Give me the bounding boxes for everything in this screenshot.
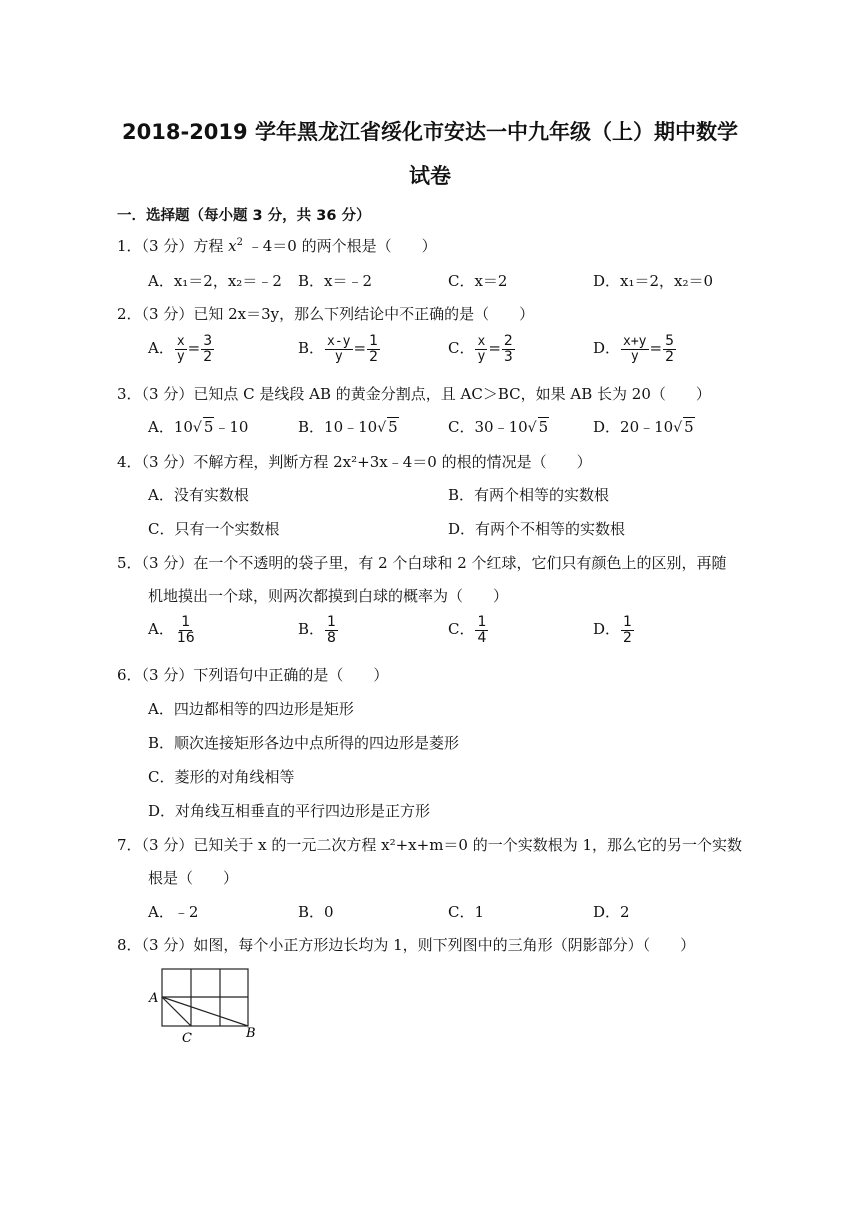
question-1-option-b: B．x＝﹣2 — [298, 272, 373, 290]
question-1-stem: 1．（3 分）方程 $x^2$ ﹣4＝0 的两个根是（ ） — [117, 237, 437, 255]
question-4-option-d: D．有两个不相等的实数根 — [448, 520, 626, 538]
grid-triangle-figure — [148, 964, 268, 1048]
question-7-stem-line1: 7．（3 分）已知关于 x 的一元二次方程 x²+x+m＝0 的一个实数根为 1，那么它的另一个实数 — [117, 836, 743, 854]
question-7-option-c: C．1 — [448, 903, 485, 921]
question-4-option-a: A．没有实数根 — [148, 486, 249, 504]
question-2-option-c: C． $\frac{x}{y}$ = $\frac{2}{3}$ — [448, 333, 513, 365]
question-7-option-a: A．﹣2 — [148, 903, 199, 921]
triangle-side-ab — [162, 997, 248, 1026]
question-4-option-b: B．有两个相等的实数根 — [448, 486, 610, 504]
question-3-option-a: A．10√ 5﹣10 — [148, 418, 249, 436]
question-6-option-d: D．对角线互相垂直的平行四边形是正方形 — [148, 802, 431, 820]
question-3-option-b: B．10﹣10√ 5 — [298, 418, 398, 436]
question-3-option-d: D．20﹣10√ 5 — [593, 418, 694, 436]
point-label-a: A — [149, 991, 159, 1006]
question-5-stem-line1: 5．（3 分）在一个不透明的袋子里，有 2 个白球和 2 个红球，它们只有颜色上的区别，再随 — [117, 554, 727, 572]
question-3-stem: 3．（3 分）已知点 C 是线段 AB 的黄金分割点，且 AC＞BC，如果 AB 长为 20（ ） — [117, 385, 711, 403]
question-2-option-a: A． $\frac{x}{y}$ = $\frac{3}{2}$ — [148, 333, 213, 365]
page-title-line1: 2018-2019 学年黑龙江省绥化市安达一中九年级（上）期中数学 — [122, 120, 738, 144]
question-5-option-a: A． $\frac{1}{16}$ — [148, 614, 195, 646]
point-label-b: B — [246, 1026, 256, 1041]
question-2-option-d: D． $\frac{x+y}{y}$ = $\frac{5}{2}$ — [593, 333, 675, 365]
question-3-option-c: C．30﹣10√ 5 — [448, 418, 549, 436]
question-8-stem: 8．（3 分）如图，每个小正方形边长均为 1，则下列图中的三角形（阴影部分）（ ） — [117, 936, 696, 954]
question-7-option-d: D．2 — [593, 903, 630, 921]
point-label-c: C — [182, 1031, 192, 1046]
question-5-stem-line2: 机地摸出一个球，则两次都摸到白球的概率为（ ） — [148, 587, 509, 605]
question-6-option-b: B．顺次连接矩形各边中点所得的四边形是菱形 — [148, 734, 460, 752]
question-2-option-b: B． $\frac{x-y}{y}$ = $\frac{1}{2}$ — [298, 333, 379, 365]
question-4-stem: 4．（3 分）不解方程，判断方程 2x²+3x﹣4＝0 的根的情况是（ ） — [117, 453, 592, 471]
question-5-option-c: C． $\frac{1}{4}$ — [448, 614, 487, 646]
question-1-option-a: A．x₁＝2，x₂＝﹣2 — [148, 272, 282, 290]
question-2-stem: 2．（3 分）已知 2x＝3y，那么下列结论中不正确的是（ ） — [117, 305, 535, 323]
question-6-option-a: A．四边都相等的四边形是矩形 — [148, 700, 354, 718]
question-7-stem-line2: 根是（ ） — [148, 869, 239, 887]
page-title-line2: 试卷 — [409, 164, 451, 188]
question-6-option-c: C．菱形的对角线相等 — [148, 768, 295, 786]
question-1-option-c: C．x＝2 — [448, 272, 508, 290]
section-heading: 一．选择题（每小题 3 分，共 36 分） — [117, 208, 371, 224]
question-6-stem: 6．（3 分）下列语句中正确的是（ ） — [117, 666, 389, 684]
question-1-option-d: D．x₁＝2，x₂＝0 — [593, 272, 714, 290]
question-5-option-b: B． $\frac{1}{8}$ — [298, 614, 336, 646]
question-4-option-c: C．只有一个实数根 — [148, 520, 280, 538]
question-5-option-d: D． $\frac{1}{2}$ — [593, 614, 632, 646]
question-7-option-b: B．0 — [298, 903, 334, 921]
